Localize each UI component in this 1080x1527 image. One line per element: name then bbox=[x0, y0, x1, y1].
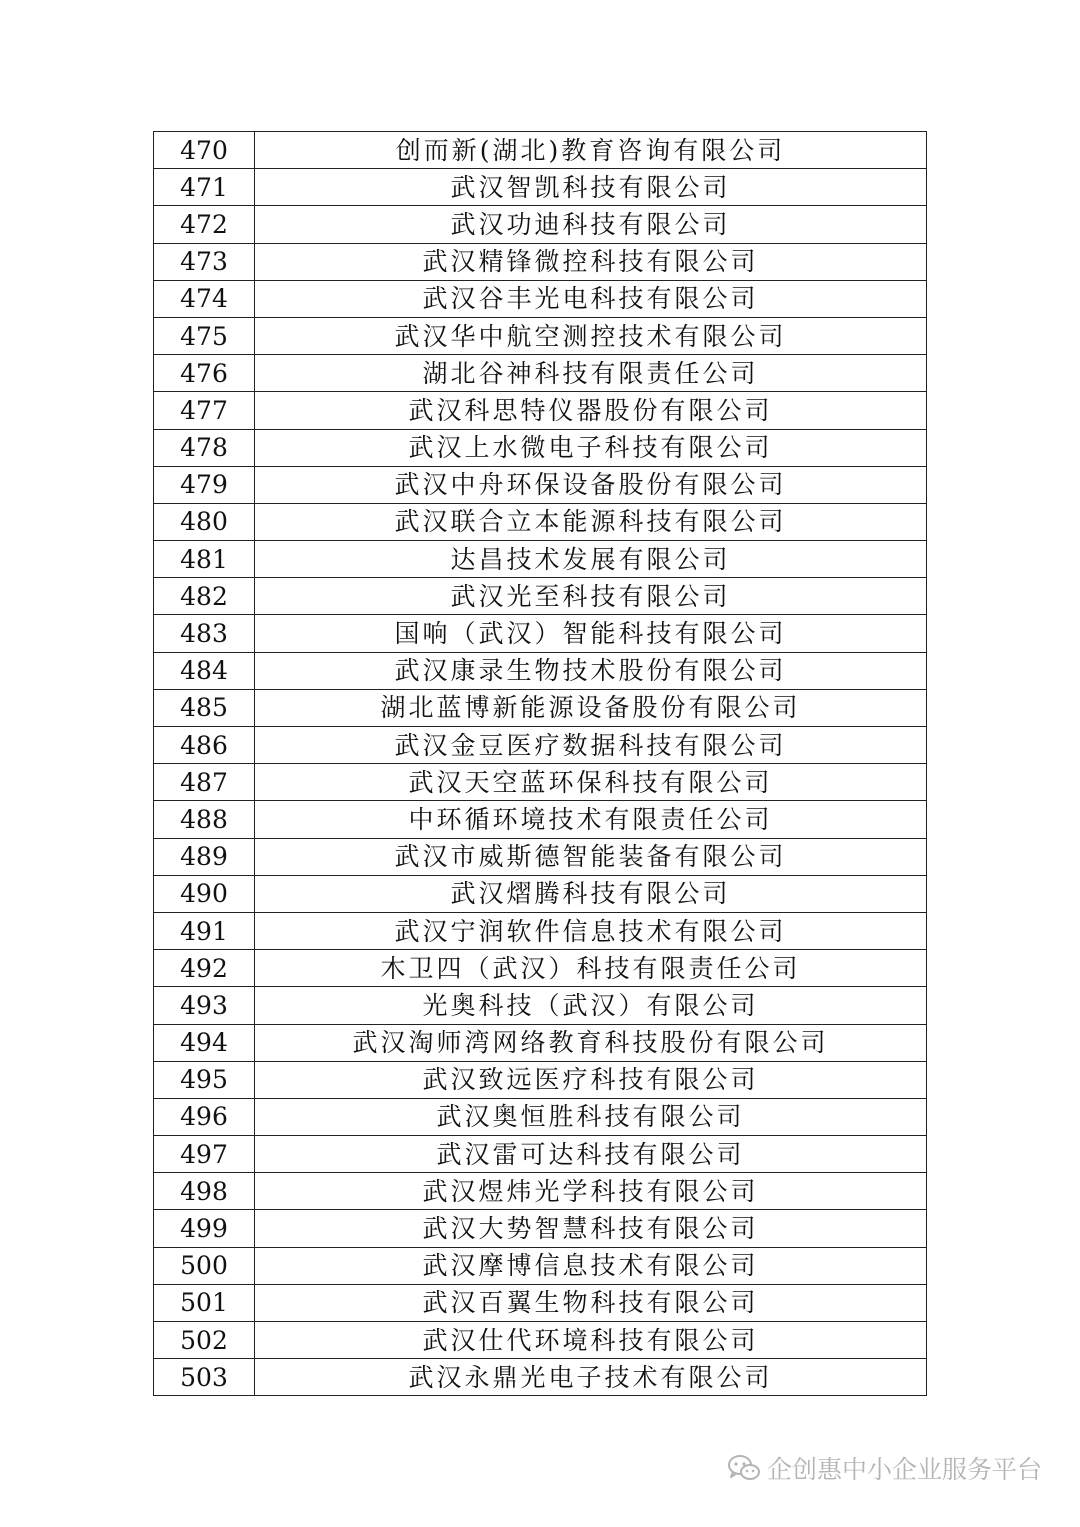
row-number: 492 bbox=[154, 950, 255, 987]
company-name: 武汉奥恒胜科技有限公司 bbox=[255, 1098, 927, 1135]
company-name: 湖北谷神科技有限责任公司 bbox=[255, 355, 927, 392]
row-number: 477 bbox=[154, 392, 255, 429]
company-name: 武汉康录生物技术股份有限公司 bbox=[255, 652, 927, 689]
row-number: 474 bbox=[154, 280, 255, 317]
table-row bbox=[154, 503, 927, 540]
table-row bbox=[154, 950, 927, 987]
company-name: 武汉精锋微控科技有限公司 bbox=[255, 243, 927, 280]
company-name: 武汉永鼎光电子技术有限公司 bbox=[255, 1359, 927, 1396]
table-row bbox=[154, 466, 927, 503]
row-number: 503 bbox=[154, 1359, 255, 1396]
company-name: 武汉淘师湾网络教育科技股份有限公司 bbox=[255, 1024, 927, 1061]
row-number: 491 bbox=[154, 912, 255, 949]
row-number: 475 bbox=[154, 317, 255, 354]
table-row bbox=[154, 1247, 927, 1284]
table-row bbox=[154, 280, 927, 317]
table-row bbox=[154, 541, 927, 578]
company-name: 达昌技术发展有限公司 bbox=[255, 541, 927, 578]
company-list-table bbox=[153, 131, 927, 1396]
table-row bbox=[154, 1173, 927, 1210]
row-number: 481 bbox=[154, 541, 255, 578]
row-number: 493 bbox=[154, 987, 255, 1024]
table-row bbox=[154, 392, 927, 429]
company-name: 武汉宁润软件信息技术有限公司 bbox=[255, 912, 927, 949]
table-row bbox=[154, 1284, 927, 1321]
row-number: 487 bbox=[154, 764, 255, 801]
company-name: 武汉仕代环境科技有限公司 bbox=[255, 1322, 927, 1359]
company-name: 武汉联合立本能源科技有限公司 bbox=[255, 503, 927, 540]
row-number: 497 bbox=[154, 1136, 255, 1173]
table-row bbox=[154, 317, 927, 354]
company-name: 武汉天空蓝环保科技有限公司 bbox=[255, 764, 927, 801]
wechat-icon bbox=[727, 1454, 761, 1482]
row-number: 478 bbox=[154, 429, 255, 466]
table-row bbox=[154, 764, 927, 801]
table-row bbox=[154, 801, 927, 838]
row-number: 494 bbox=[154, 1024, 255, 1061]
company-name: 武汉科思特仪器股份有限公司 bbox=[255, 392, 927, 429]
row-number: 482 bbox=[154, 578, 255, 615]
row-number: 488 bbox=[154, 801, 255, 838]
row-number: 471 bbox=[154, 169, 255, 206]
table-row bbox=[154, 652, 927, 689]
company-name: 武汉智凯科技有限公司 bbox=[255, 169, 927, 206]
company-name: 湖北蓝博新能源设备股份有限公司 bbox=[255, 689, 927, 726]
table-row bbox=[154, 615, 927, 652]
company-name: 光奥科技（武汉）有限公司 bbox=[255, 987, 927, 1024]
company-name: 武汉光至科技有限公司 bbox=[255, 578, 927, 615]
row-number: 499 bbox=[154, 1210, 255, 1247]
table-row bbox=[154, 169, 927, 206]
table-row bbox=[154, 1136, 927, 1173]
table-row bbox=[154, 727, 927, 764]
table-row bbox=[154, 243, 927, 280]
table-row bbox=[154, 429, 927, 466]
table-row bbox=[154, 578, 927, 615]
company-name: 武汉中舟环保设备股份有限公司 bbox=[255, 466, 927, 503]
company-name: 中环循环境技术有限责任公司 bbox=[255, 801, 927, 838]
company-name: 武汉上水微电子科技有限公司 bbox=[255, 429, 927, 466]
table-row bbox=[154, 1322, 927, 1359]
row-number: 476 bbox=[154, 355, 255, 392]
table-body bbox=[154, 132, 927, 1396]
company-name: 武汉煜炜光学科技有限公司 bbox=[255, 1173, 927, 1210]
company-name: 木卫四（武汉）科技有限责任公司 bbox=[255, 950, 927, 987]
row-number: 490 bbox=[154, 875, 255, 912]
row-number: 502 bbox=[154, 1322, 255, 1359]
company-name: 武汉金豆医疗数据科技有限公司 bbox=[255, 727, 927, 764]
company-name: 国响（武汉）智能科技有限公司 bbox=[255, 615, 927, 652]
row-number: 496 bbox=[154, 1098, 255, 1135]
table-row bbox=[154, 1061, 927, 1098]
row-number: 498 bbox=[154, 1173, 255, 1210]
row-number: 473 bbox=[154, 243, 255, 280]
table-row bbox=[154, 912, 927, 949]
company-name: 武汉致远医疗科技有限公司 bbox=[255, 1061, 927, 1098]
table-row bbox=[154, 689, 927, 726]
row-number: 470 bbox=[154, 132, 255, 169]
table-row bbox=[154, 355, 927, 392]
row-number: 484 bbox=[154, 652, 255, 689]
company-name: 武汉功迪科技有限公司 bbox=[255, 206, 927, 243]
table-row bbox=[154, 838, 927, 875]
table-row bbox=[154, 206, 927, 243]
row-number: 500 bbox=[154, 1247, 255, 1284]
table-row bbox=[154, 987, 927, 1024]
company-name: 武汉市威斯德智能装备有限公司 bbox=[255, 838, 927, 875]
watermark-text: 企创惠中小企业服务平台 bbox=[766, 1455, 1042, 1484]
row-number: 483 bbox=[154, 615, 255, 652]
watermark bbox=[727, 1450, 1042, 1486]
row-number: 489 bbox=[154, 838, 255, 875]
table-row bbox=[154, 1210, 927, 1247]
company-name: 武汉谷丰光电科技有限公司 bbox=[255, 280, 927, 317]
row-number: 486 bbox=[154, 727, 255, 764]
company-name: 创而新(湖北)教育咨询有限公司 bbox=[255, 132, 927, 169]
table-row bbox=[154, 1098, 927, 1135]
company-name: 武汉华中航空测控技术有限公司 bbox=[255, 317, 927, 354]
company-name: 武汉大势智慧科技有限公司 bbox=[255, 1210, 927, 1247]
company-name: 武汉雷可达科技有限公司 bbox=[255, 1136, 927, 1173]
table-row bbox=[154, 1024, 927, 1061]
row-number: 472 bbox=[154, 206, 255, 243]
row-number: 495 bbox=[154, 1061, 255, 1098]
table-row bbox=[154, 132, 927, 169]
row-number: 479 bbox=[154, 466, 255, 503]
row-number: 480 bbox=[154, 503, 255, 540]
company-name: 武汉百翼生物科技有限公司 bbox=[255, 1284, 927, 1321]
company-name: 武汉熠腾科技有限公司 bbox=[255, 875, 927, 912]
table-row bbox=[154, 875, 927, 912]
row-number: 485 bbox=[154, 689, 255, 726]
row-number: 501 bbox=[154, 1284, 255, 1321]
table-row bbox=[154, 1359, 927, 1396]
company-name: 武汉摩博信息技术有限公司 bbox=[255, 1247, 927, 1284]
